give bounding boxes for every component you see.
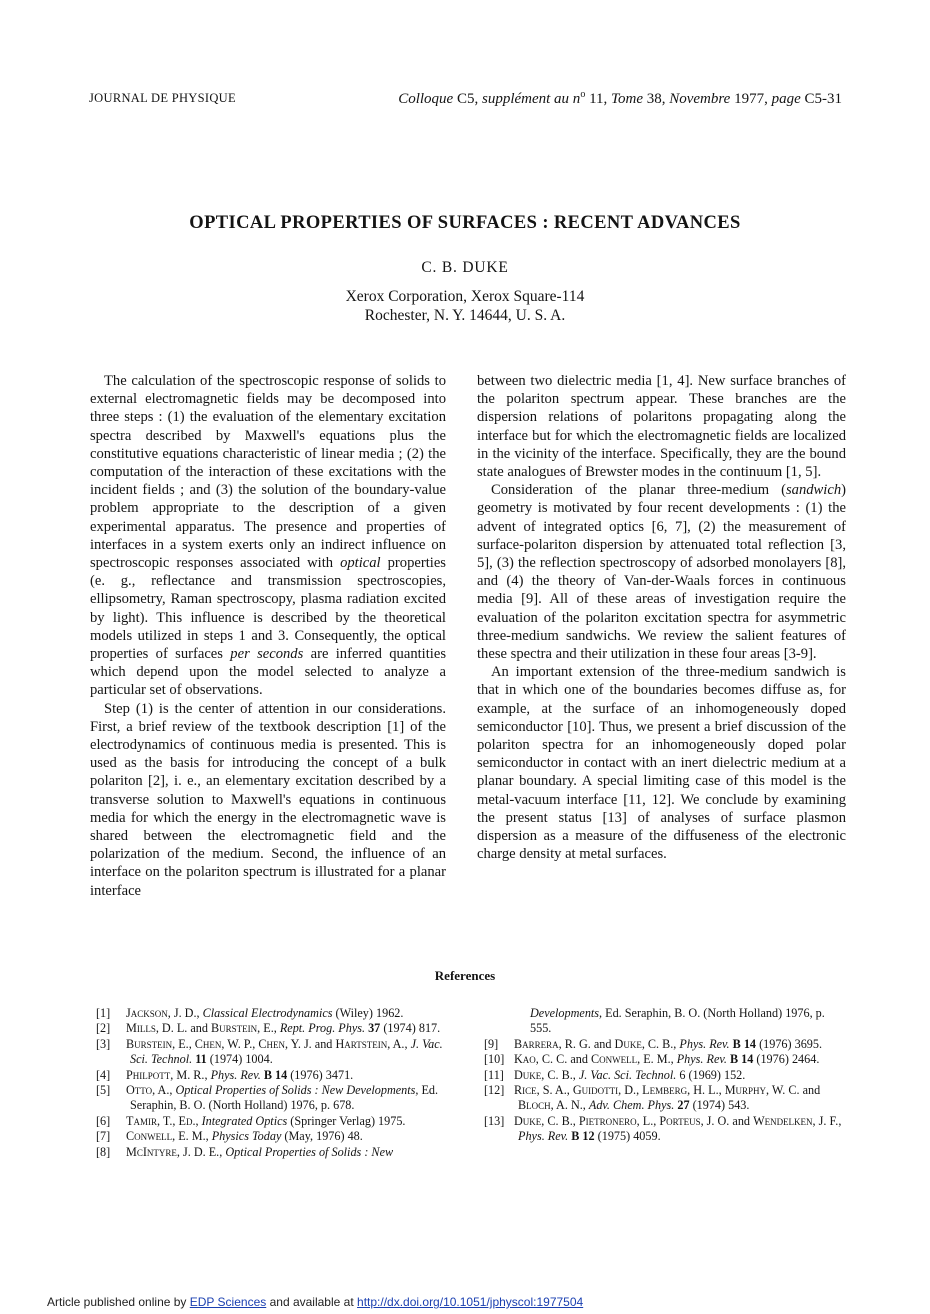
affiliation-line2: Rochester, N. Y. 14644, U. S. A. — [364, 307, 566, 324]
paper-title: OPTICAL PROPERTIES OF SURFACES : RECENT ADVANCES — [189, 213, 741, 233]
paragraph-2: Step (1) is the center of attention in our considerations. First, a brief review of the textbook description [1] of the electrodynamics of continuous media is presented. This is used as the basis for introducing the concept of a bulk polariton [2], i. e., an elementary excitation described by a transverse solution to Maxwell's equations in continuous media for which the energy in the electromagnetic wave is shared between the electromagnetic field and the polarization of the medium. Second, the influence of an interface on the polariton spectrum is illustrated for a planar interface — [90, 700, 446, 899]
body-column-right — [477, 372, 846, 863]
affiliation-line1: Xerox Corporation, Xerox Square-114 — [345, 288, 585, 305]
references-heading: References — [434, 968, 496, 983]
reference-13: [13] Duke, C. B., Pietronero, L., Porteus, J. O. and Wendelken, J. F., Phys. Rev. B 12 (1975) 4059. — [484, 1113, 842, 1144]
author-name: C. B. DUKE — [421, 259, 509, 276]
paragraph-4: Consideration of the planar three-medium (sandwich) geometry is motivated by four recent developments : (1) the advent of integrated optics [6, 7], (2) the measurement of surface-polariton dispersion by attenuated total reflection [3, 5], (3) the reflection spectroscopy of adsorbed monolayers [8], and (4) the theory of Van-der-Waals forces in continuous media [9]. All of these areas of investigation require the evaluation of the polariton excitation spectra for asymmetric three-medium sandwichs. We review the salient features of these spectra and their utilization in these four areas [3-9]. — [477, 482, 846, 663]
reference-1: [1] Jackson, J. D., Classical Electrodynamics (Wiley) 1962. — [96, 1006, 404, 1020]
paragraph-1: The calculation of the spectroscopic response of solids to external electromagnetic fields may be decomposed into three steps : (1) the evaluation of the elementary excitation spectra described by Maxwell's equations plus the constitutive equations characteristic of linear media ; (2) the computation of the interaction of these excitations with the incident fields ; and (3) the solution of the boundary-value problem appropriate to the description of a given experimental apparatus. The presence and properties of interfaces in a system exerts only an indirect influence on spectroscopic responses associated with optical properties (e. g., reflectance and transmission spectroscopies, ellipsometry, Raman spectroscopy, plasma radiation excited by light). This influence is described by the theoretical models utilized in steps 1 and 3. Consequently, the optical properties of surfaces per seconds are inferred quantities which depend upon the model selected to analyze a particular set of observations. — [90, 373, 446, 699]
reference-5: [5] Otto, A., Optical Properties of Solids : New Developments, Ed. Seraphin, B. O. (North Holland) 1976, p. 678. — [96, 1083, 439, 1113]
reference-6: [6] Tamir, T., Ed., Integrated Optics (Springer Verlag) 1975. — [96, 1113, 406, 1128]
reference-8-continued: Developments, Ed. Seraphin, B. O. (North Holland) 1976, p. 555. — [530, 1006, 825, 1036]
reference-8: [8] McIntyre, J. D. E., Optical Properties of Solids : New — [96, 1144, 394, 1159]
reference-3: [3] Burstein, E., Chen, W. P., Chen, Y. J. and Hartstein, A., J. Vac. Sci. Technol. 11 (1974) 1004. — [96, 1036, 443, 1067]
reference-10: [10] Kao, C. C. and Conwell, E. M., Phys. Rev. B 14 (1976) 2464. — [484, 1052, 820, 1067]
reference-11: [11] Duke, C. B., J. Vac. Sci. Technol. 6 (1969) 152. — [484, 1067, 746, 1082]
body-column-left — [90, 372, 446, 900]
publication-footer: Article published online by EDP Sciences and available at http://dx.doi.org/10.1051/jphyscol:1977504 — [47, 1295, 584, 1309]
reference-2: [2] Mills, D. L. and Burstein, E., Rept. Prog. Phys. 37 (1974) 817. — [96, 1021, 441, 1036]
publisher-link[interactable]: EDP Sciences — [189, 1295, 267, 1309]
issue-info: Colloque C5, supplément au $n^o$ 11, Tome 38, Novembre 1977, page C5-31 — [398, 89, 842, 107]
paragraph-5: An important extension of the three-medium sandwich is that in which one of the boundaries becomes diffuse as, for example, at the surface of an inhomogeneously doped semiconductor [10]. Thus, we present a brief discussion of the polariton spectra for an inhomogeneously doped polar semiconductor in contact with an inert dielectric medium at a planar boundary. A special limiting case of this model is the metal-vacuum interface [11, 12]. We conclude by examining the present status [13] of analyses of surface plasmon dispersion as a measure of the diffuseness of the electronic charge density at metal surfaces. — [477, 664, 846, 863]
paragraph-3: between two dielectric media [1, 4]. New surface branches of the polariton spectrum appear. These branches are the dispersion relations of polaritons propagating along the interface but for which the electromagnetic fields are localized in the vicinity of the interface. Specifically, they are the bound state analogues of Brewster modes in the continuum [1, 5]. — [477, 373, 846, 481]
journal-name: JOURNAL DE PHYSIQUE — [89, 91, 236, 105]
reference-4: [4] Philpott, M. R., Phys. Rev. B 14 (1976) 3471. — [96, 1067, 354, 1082]
reference-7: [7] Conwell, E. M., Physics Today (May, 1976) 48. — [96, 1129, 363, 1144]
reference-12: [12] Rice, S. A., Guidotti, D., Lemberg, H. L., Murphy, W. C. and Bloch, A. N., Adv. Chem. Phys. 27 (1974) 543. — [484, 1083, 821, 1113]
affiliation — [0, 287, 930, 325]
reference-9: [9] Barrera, R. G. and Duke, C. B., Phys. Rev. B 14 (1976) 3695. — [484, 1036, 823, 1051]
references-right — [484, 1006, 848, 1145]
doi-link[interactable]: http://dx.doi.org/10.1051/jphyscol:1977504 — [357, 1295, 584, 1309]
references-left — [96, 1006, 460, 1160]
